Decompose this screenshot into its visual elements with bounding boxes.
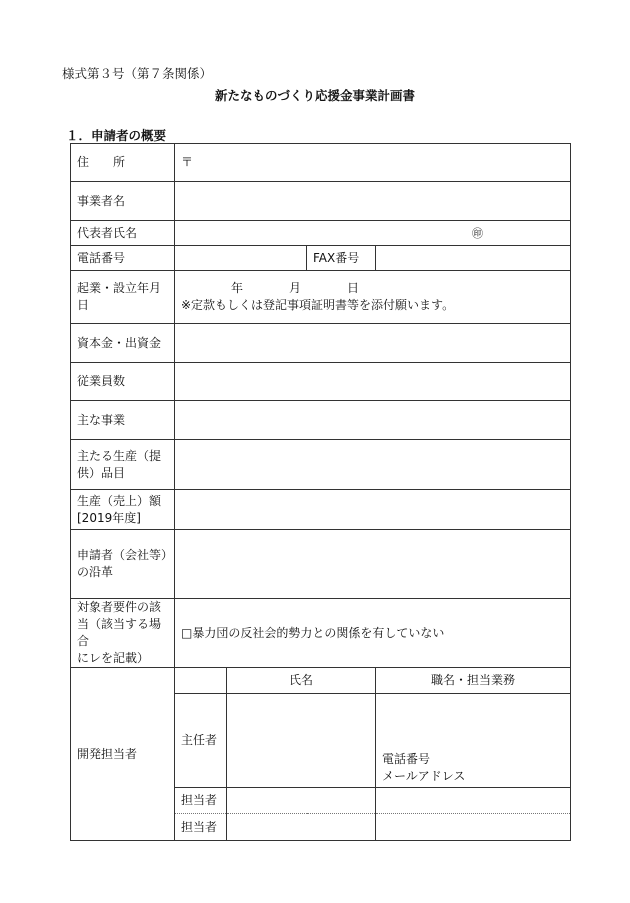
member-2-title-field[interactable] xyxy=(376,814,571,841)
document-title: 新たなものづくり応援金事業計画書 xyxy=(214,88,415,103)
row-employees xyxy=(71,363,571,401)
row-representative xyxy=(71,221,571,246)
seal-mark: ㊞ xyxy=(472,227,483,240)
business-name-field[interactable] xyxy=(175,182,571,221)
member-1-name-field[interactable] xyxy=(227,788,376,814)
main-business-label: 主な事業 xyxy=(71,401,175,440)
row-phone xyxy=(71,246,571,271)
production-value-field[interactable] xyxy=(175,490,571,530)
fax-label: FAX番号 xyxy=(307,246,376,271)
year-label: 年 xyxy=(231,281,244,295)
row-business-name xyxy=(71,182,571,221)
history-field[interactable] xyxy=(175,530,571,599)
main-products-label: 主たる生産（提 供）品目 xyxy=(71,440,175,490)
capital-label: 資本金・出資金 xyxy=(71,324,175,363)
developers-label: 開発担当者 xyxy=(71,668,175,841)
eligibility-checkbox[interactable]: □ xyxy=(181,625,193,640)
fax-field[interactable] xyxy=(376,246,571,271)
representative-label: 代表者氏名 xyxy=(71,221,175,246)
row-history xyxy=(71,530,571,599)
capital-field[interactable] xyxy=(175,324,571,363)
month-label: 月 xyxy=(289,281,302,295)
developer-role-header xyxy=(175,668,227,694)
day-label: 日 xyxy=(347,281,360,295)
row-founding xyxy=(71,271,571,324)
employees-label: 従業員数 xyxy=(71,363,175,401)
lead-name-field[interactable] xyxy=(227,694,376,788)
attachment-note: ※定款もしくは登記事項証明書等を添付願います。 xyxy=(181,298,455,312)
row-production-value xyxy=(71,490,571,530)
address-label: 住 所 xyxy=(71,144,175,182)
row-main-business xyxy=(71,401,571,440)
main-products-field[interactable] xyxy=(175,440,571,490)
eligibility-item: 暴力団の反社会的勢力との関係を有していない xyxy=(192,625,445,640)
member-2-label: 担当者 xyxy=(175,814,227,841)
eligibility-label: 対象者要件の該 当（該当する場合 にレを記載） xyxy=(71,599,175,668)
address-field[interactable] xyxy=(175,144,571,182)
phone-field[interactable] xyxy=(175,246,307,271)
business-name-label: 事業者名 xyxy=(71,182,175,221)
founding-label: 起業・設立年月日 xyxy=(71,271,175,324)
row-eligibility xyxy=(71,599,571,668)
eligibility-field xyxy=(175,599,571,668)
form-number: 様式第３号（第７条関係） xyxy=(62,66,213,81)
lead-email-label: メールアドレス xyxy=(382,769,466,783)
phone-label: 電話番号 xyxy=(71,246,175,271)
row-developers-header xyxy=(71,668,571,694)
postal-mark: 〒 xyxy=(181,155,194,169)
col-title-header: 職名・担当業務 xyxy=(376,668,571,694)
founding-field[interactable] xyxy=(175,271,571,324)
main-business-field[interactable] xyxy=(175,401,571,440)
row-capital xyxy=(71,324,571,363)
lead-phone-label: 電話番号 xyxy=(382,752,431,766)
col-name-header: 氏名 xyxy=(227,668,376,694)
representative-field[interactable] xyxy=(175,221,571,246)
member-1-label: 担当者 xyxy=(175,788,227,814)
lead-label: 主任者 xyxy=(175,694,227,788)
date-line xyxy=(181,280,564,297)
employees-field[interactable] xyxy=(175,363,571,401)
lead-title-field[interactable] xyxy=(376,694,571,788)
applicant-overview-table xyxy=(70,143,571,841)
history-label: 申請者（会社等） の沿革 xyxy=(71,530,175,599)
row-main-products xyxy=(71,440,571,490)
row-address xyxy=(71,144,571,182)
production-value-label: 生産（売上）額 [2019年度] xyxy=(71,490,175,530)
member-1-title-field[interactable] xyxy=(376,788,571,814)
section-heading: １．申請者の概要 xyxy=(66,128,167,143)
member-2-name-field[interactable] xyxy=(227,814,376,841)
